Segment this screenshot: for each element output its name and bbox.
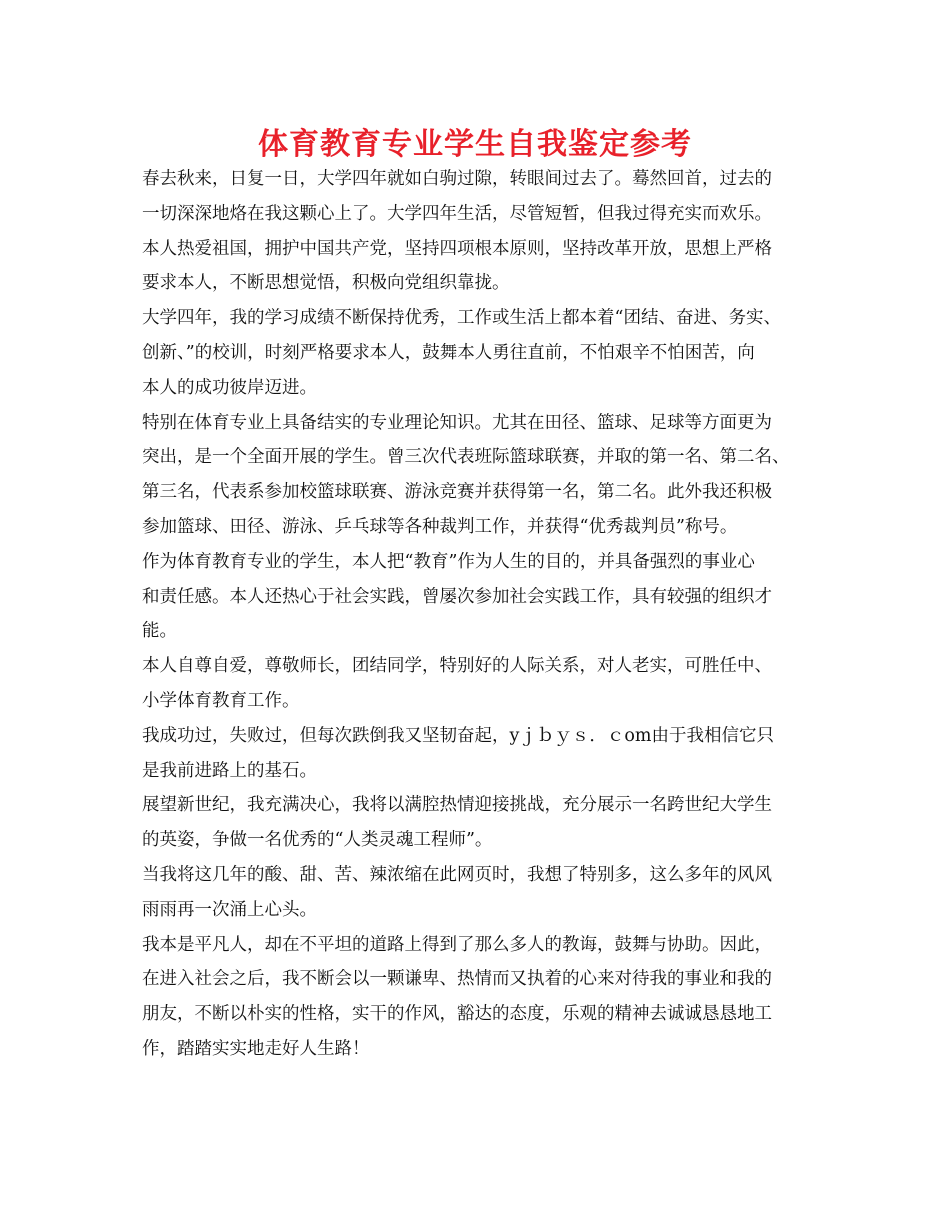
text-line: 朋友，不断以朴实的性格，实干的作风，豁达的态度，乐观的精神去诚诚恳恳地工 [142,1004,772,1025]
text-line: 春去秋来，日复一日，大学四年就如白驹过隙，转眼间过去了。蓦然回首，过去的 [142,169,772,189]
paragraph [142,232,818,302]
text-line: 展望新世纪，我充满决心，我将以满腔热情迎接挑战，充分展示一名跨世纪大学生 [142,795,772,816]
text-line: 创新、”的校训，时刻严格要求本人，鼓舞本人勇往直前，不怕艰辛不怕困苦，向 [142,342,755,363]
text-line: 一切深深地烙在我这颗心上了。大学四年生活，尽管短暂，但我过得充实而欢乐。 [142,203,772,224]
text-line: 和责任感。本人还热心于社会实践，曾屡次参加社会实践工作，具有较强的组织才 [142,586,772,607]
document-body [142,162,818,1067]
text-line: 参加篮球、田径、游泳、乒乓球等各种裁判工作，并获得“优秀裁判员”称号。 [142,516,738,537]
paragraph [142,545,818,649]
text-line: 作为体育教育专业的学生，本人把“教育”作为人生的目的，并具备强烈的事业心 [142,551,755,572]
text-line: 我本是平凡人，却在不平坦的道路上得到了那么多人的教诲，鼓舞与协助。因此， [142,934,772,955]
text-line: 大学四年，我的学习成绩不断保持优秀，工作或生活上都本着“团结、奋进、务实、 [142,308,781,329]
text-line: 当我将这几年的酸、甜、苦、辣浓缩在此网页时，我想了特别多，这么多年的风风 [142,864,772,885]
paragraph [142,162,818,232]
paragraph [142,406,818,545]
paragraph [142,301,818,405]
text-line: 在进入社会之后，我不断会以一颗谦卑、热情而又执着的心来对待我的事业和我的 [142,969,772,990]
text-line: 第三名，代表系参加校篮球联赛、游泳竞赛并获得第一名，第二名。此外我还积极 [142,482,772,503]
text-line: 能。 [142,621,177,642]
paragraph [142,788,818,858]
text-line: 突出，是一个全面开展的学生。曾三次代表班际篮球联赛，并取的第一名、第二名、 [142,447,790,468]
text-line: 我成功过，失败过，但每次跌倒我又坚韧奋起，yｊｂｙｓ．ｃom由于我相信它只 [142,725,775,746]
text-line: 作，踏踏实实地走好人生路！ [142,1038,370,1059]
text-line: 特别在体育专业上具备结实的专业理论知识。尤其在田径、篮球、足球等方面更为 [142,412,772,433]
text-line: 是我前进路上的基石。 [142,760,317,781]
paragraph [142,928,818,1067]
paragraph [142,719,818,789]
text-line: 小学体育教育工作。 [142,690,300,711]
text-line: 雨雨再一次涌上心头。 [142,899,317,920]
text-line: 本人热爱祖国，拥护中国共产党，坚持四项根本原则，坚持改革开放，思想上严格 [142,238,772,259]
text-line: 本人自尊自爱，尊敬师长，团结同学，特别好的人际关系，对人老实，可胜任中、 [142,656,772,677]
paragraph [142,858,818,928]
text-line: 的英姿，争做一名优秀的“人类灵魂工程师”。 [142,830,493,851]
paragraph [142,649,818,719]
text-line: 本人的成功彼岸迈进。 [142,377,317,398]
document-title: 体育教育专业学生自我鉴定参考 [258,127,692,162]
text-line: 要求本人，不断思想觉悟，积极向党组织靠拢。 [142,273,510,294]
